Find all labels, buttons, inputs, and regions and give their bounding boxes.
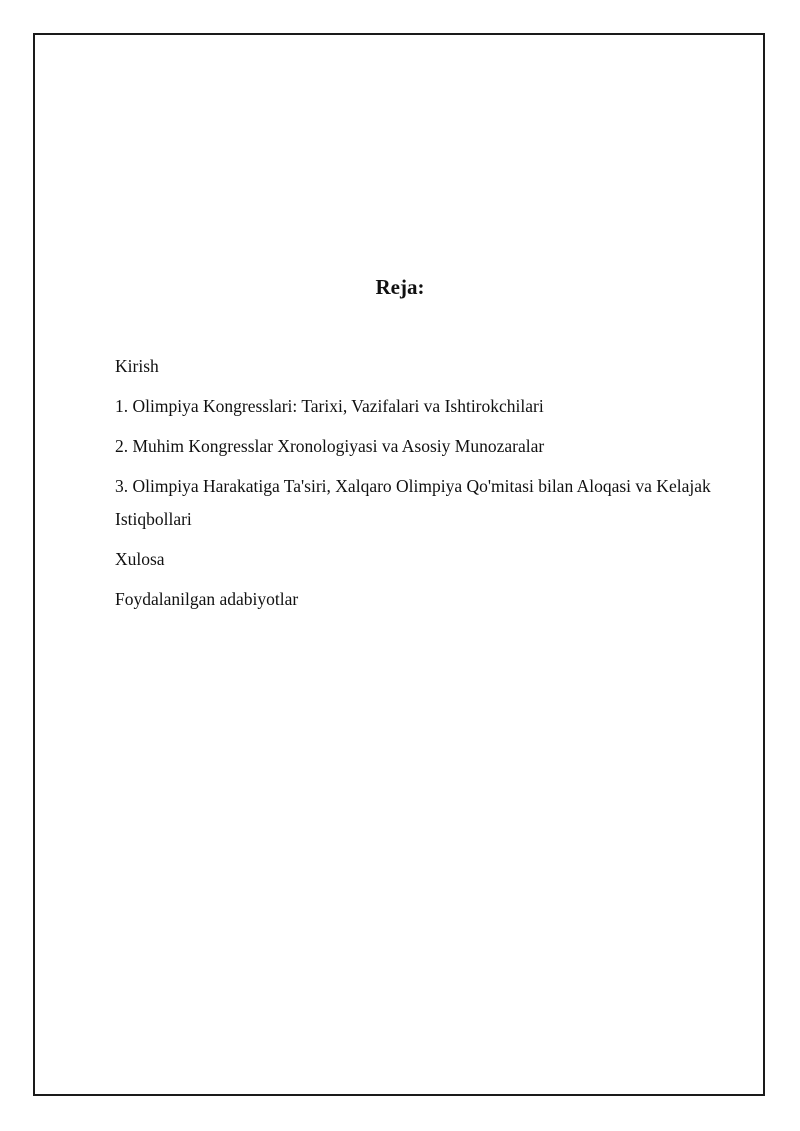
toc-item-references: Foydalanilgan adabiyotlar: [115, 589, 299, 609]
toc-item-section-3: 3. Olimpiya Harakatiga Ta'siri, Xalqaro Olimpiya Qo'mitasi bilan Aloqasi va Kelajak Istiqbollari: [115, 476, 711, 529]
page-title: Reja:: [375, 275, 425, 299]
table-of-contents: [115, 350, 715, 623]
toc-item-conclusion: Xulosa: [115, 549, 165, 569]
toc-item-section-2: 2. Muhim Kongresslar Xronologiyasi va Asosiy Munozaralar: [115, 436, 545, 456]
toc-item-section-1: 1. Olimpiya Kongresslari: Tarixi, Vazifalari va Ishtirokchilari: [115, 396, 544, 416]
toc-item-introduction: Kirish: [115, 356, 159, 376]
